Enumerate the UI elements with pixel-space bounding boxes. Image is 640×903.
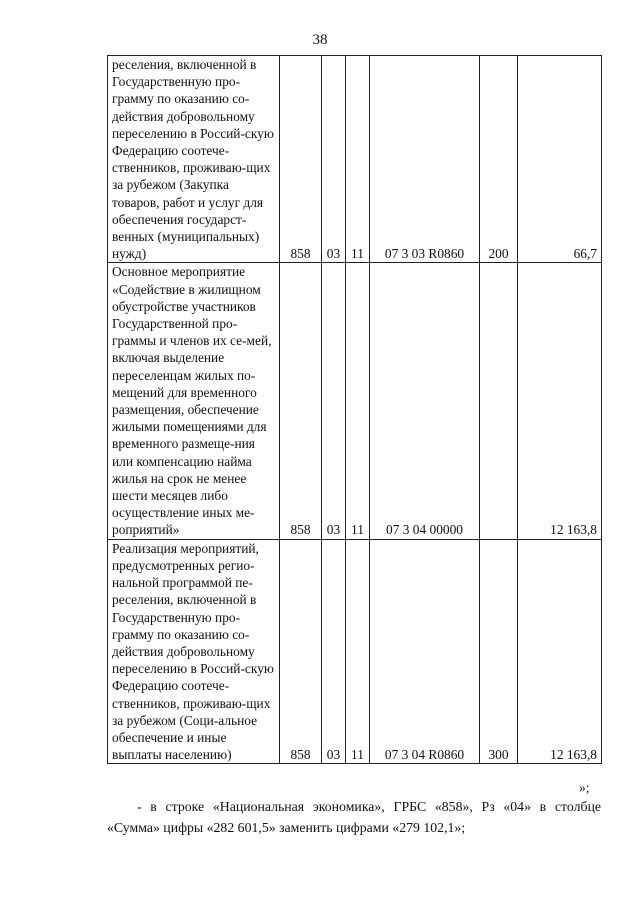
name-cell: Реализация мероприятий, предусмотренных регио-нальной программой пе-реселения, включенной в Государственную про-грамму по оказанию со-действия добровольному переселению в Россий-скую Федерацию соотече-ственников, проживаю-щих за рубежом (Соци-альное обеспечение и иные выплаты населению)	[108, 539, 280, 764]
grbs-cell: 858	[280, 539, 322, 764]
grbs-cell: 858	[280, 263, 322, 539]
rz-cell: 03	[322, 263, 346, 539]
pr-cell: 11	[346, 263, 370, 539]
table-row	[108, 539, 602, 764]
closing-quote: »;	[579, 780, 590, 795]
rz-cell: 03	[322, 56, 346, 263]
vr-cell	[480, 263, 518, 539]
name-cell: Основное мероприятие «Содействие в жилищном обустройстве участников Государственной про-граммы и членов их се-мей, включая выделение переселенцам жилых по-мещений для временного размещения, обеспечение жилыми помещениями для временного размеще-ния или компенсацию найма жилья на срок не менее шести месяцев либо осуществление иных ме-роприятий»	[108, 263, 280, 539]
sum-cell: 12 163,8	[518, 539, 602, 764]
vr-cell: 300	[480, 539, 518, 764]
vr-cell: 200	[480, 56, 518, 263]
csr-cell: 07 3 04 00000	[370, 263, 480, 539]
sum-cell: 66,7	[518, 56, 602, 263]
sum-cell: 12 163,8	[518, 263, 602, 539]
table-row	[108, 56, 602, 263]
amendment-instruction: - в строке «Национальная экономика», ГРБС «858», Рз «04» в столбце «Сумма» цифры «282 601,5» заменить цифрами «279 102,1»;	[107, 799, 601, 835]
pr-cell: 11	[346, 539, 370, 764]
grbs-cell: 858	[280, 56, 322, 263]
budget-table	[107, 55, 602, 764]
name-cell: реселения, включенной в Государственную про-граммy по оказанию со-действия добровольному переселению в Россий-скую Федерацию соотече-ственников, проживаю-щих за рубежом (Закупка товаров, работ и услуг для обеспечения государст-венных (муниципальных) нужд)	[108, 56, 280, 263]
csr-cell: 07 3 03 R0860	[370, 56, 480, 263]
pr-cell: 11	[346, 56, 370, 263]
rz-cell: 03	[322, 539, 346, 764]
csr-cell: 07 3 04 R0860	[370, 539, 480, 764]
page-number: 38	[312, 32, 328, 48]
table-row	[108, 263, 602, 539]
